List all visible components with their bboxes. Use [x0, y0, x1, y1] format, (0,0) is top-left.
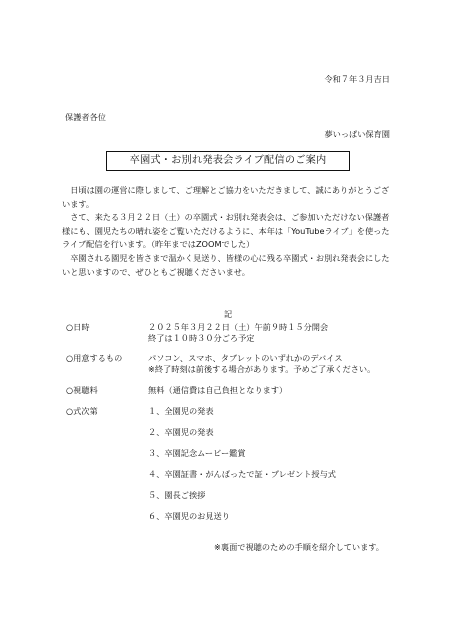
- fee-value: 無料（通信費は自己負担となります）: [148, 385, 288, 395]
- prepare-label: ○用意するもの: [66, 353, 123, 363]
- datetime-value: ２０２５年３月２２日（土）午前９時１５分開会: [148, 322, 329, 332]
- body-line: 卒園される園児を皆さまで温かく見送り、皆様の心に残る卒園式・お別れ発表会にした: [70, 252, 390, 263]
- body-line: いと思いますので、ぜひともご視聴くださいませ。: [62, 266, 250, 277]
- fee-label: ○視聴料: [66, 385, 98, 395]
- document-title: 卒園式・お別れ発表会ライブ配信のご案内: [129, 154, 327, 166]
- body-line: 様にも、園児たちの晴れ姿をご覧いただけるように、本年は「YouTubeライブ」を使った: [62, 225, 390, 236]
- program-item: ２、卒園児の発表: [148, 427, 214, 437]
- program-item: ４、卒園証書・がんばったで証・プレゼント授与式: [148, 469, 336, 479]
- footer-note: ※裏面で視聴のための手順を紹介しています。: [214, 542, 384, 552]
- program-item: ５、園長ご挨拶: [148, 490, 206, 500]
- body-line: さて、来たる３月２２日（土）の卒園式・お別れ発表会は、ご参加いただけない保護者: [70, 212, 390, 223]
- datetime-end: 終了は１０時３０分ごろ予定: [148, 333, 255, 343]
- body-text: [62, 184, 392, 279]
- program-label: ○式次第: [66, 406, 98, 416]
- ki-heading: 記: [224, 309, 233, 319]
- program-item: ６、卒園児のお見送り: [148, 511, 230, 521]
- datetime-label: ○日時: [66, 322, 90, 332]
- prepare-note: ※終了時刻は前後する場合があります。予めご了承ください。: [148, 364, 376, 374]
- sender: 夢いっぱい保育園: [324, 129, 390, 139]
- body-line: 日頃は園の運営に際しまして、ご理解とご協力をいただきまして、誠にありがとうござ: [70, 185, 390, 195]
- recipient: 保護者各位: [65, 112, 106, 122]
- document-title-box: [106, 151, 350, 171]
- body-line: ライブ配信を行います。（昨年まではZOOMでした）: [62, 239, 255, 250]
- prepare-value: パソコン、スマホ、タブレットのいずれかのデバイス: [148, 353, 343, 363]
- body-line: います。: [62, 198, 95, 209]
- program-item: １、全園児の発表: [148, 406, 214, 416]
- program-item: ３、卒園記念ムービー鑑賞: [148, 448, 246, 458]
- document-date: 令和７年３月吉日: [324, 74, 390, 84]
